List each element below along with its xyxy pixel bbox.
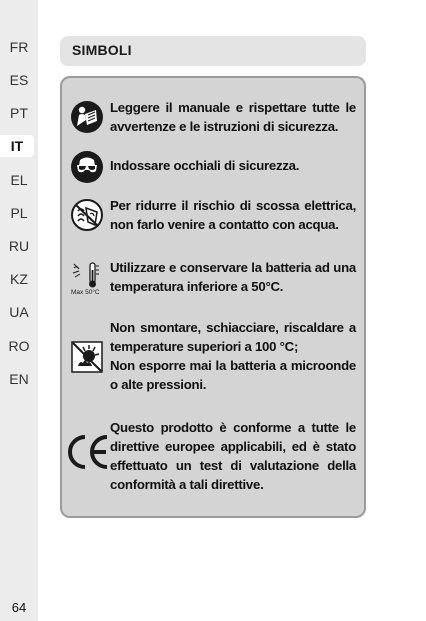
symbol-text: Utilizzare e conservare la batteria ad una temperatura inferiore a 50°C. — [110, 260, 356, 294]
safety-goggles-icon — [70, 150, 104, 184]
max-temperature-icon — [70, 260, 106, 296]
no-water-icon — [70, 198, 104, 232]
symbol-text — [110, 318, 356, 394]
lang-tab-kz[interactable]: KZ — [10, 271, 28, 287]
lang-tab-it-active[interactable]: IT — [0, 135, 34, 157]
symbol-text: Leggere il manuale e rispettare tutte le avvertenze e le istruzioni di sicurezza. — [110, 100, 356, 134]
symbol-text-line2: Non esporre mai la batteria a microonde o alte pressioni. — [110, 358, 356, 392]
section-title: SIMBOLI — [72, 42, 132, 58]
lang-tab-ro[interactable]: RO — [8, 338, 30, 354]
lang-tab-en[interactable]: EN — [9, 371, 29, 387]
read-manual-icon — [70, 100, 104, 134]
language-sidebar — [0, 0, 38, 621]
lang-tab-pl[interactable]: PL — [10, 205, 28, 221]
no-heat-crush-icon — [70, 340, 104, 374]
section-header — [60, 36, 366, 66]
symbol-text: Questo prodotto è conforme a tutte le direttive europee applicabili, ed è stato effettuato un test di valutazione della conformità a tali direttive. — [110, 420, 356, 492]
lang-tab-fr[interactable]: FR — [9, 39, 29, 55]
symbol-text: Indossare occhiali di sicurezza. — [110, 158, 300, 173]
lang-tab-ua[interactable]: UA — [9, 304, 29, 320]
lang-tab-pt[interactable]: PT — [10, 105, 28, 121]
lang-tab-el[interactable]: EL — [10, 172, 28, 188]
max-temperature-label: Max 50°C — [71, 289, 100, 296]
symbol-text: Per ridurre il rischio di scossa elettrica, non farlo venire a contatto con acqua. — [110, 198, 356, 232]
symbol-text-line1: Non smontare, schiacciare, riscaldare a temperature superiori a 100 °C; — [110, 320, 356, 354]
ce-mark-icon — [66, 432, 110, 472]
symbols-panel — [60, 76, 366, 518]
page-number: 64 — [11, 600, 27, 615]
lang-tab-ru[interactable]: RU — [8, 238, 30, 254]
lang-tab-es[interactable]: ES — [9, 72, 29, 88]
